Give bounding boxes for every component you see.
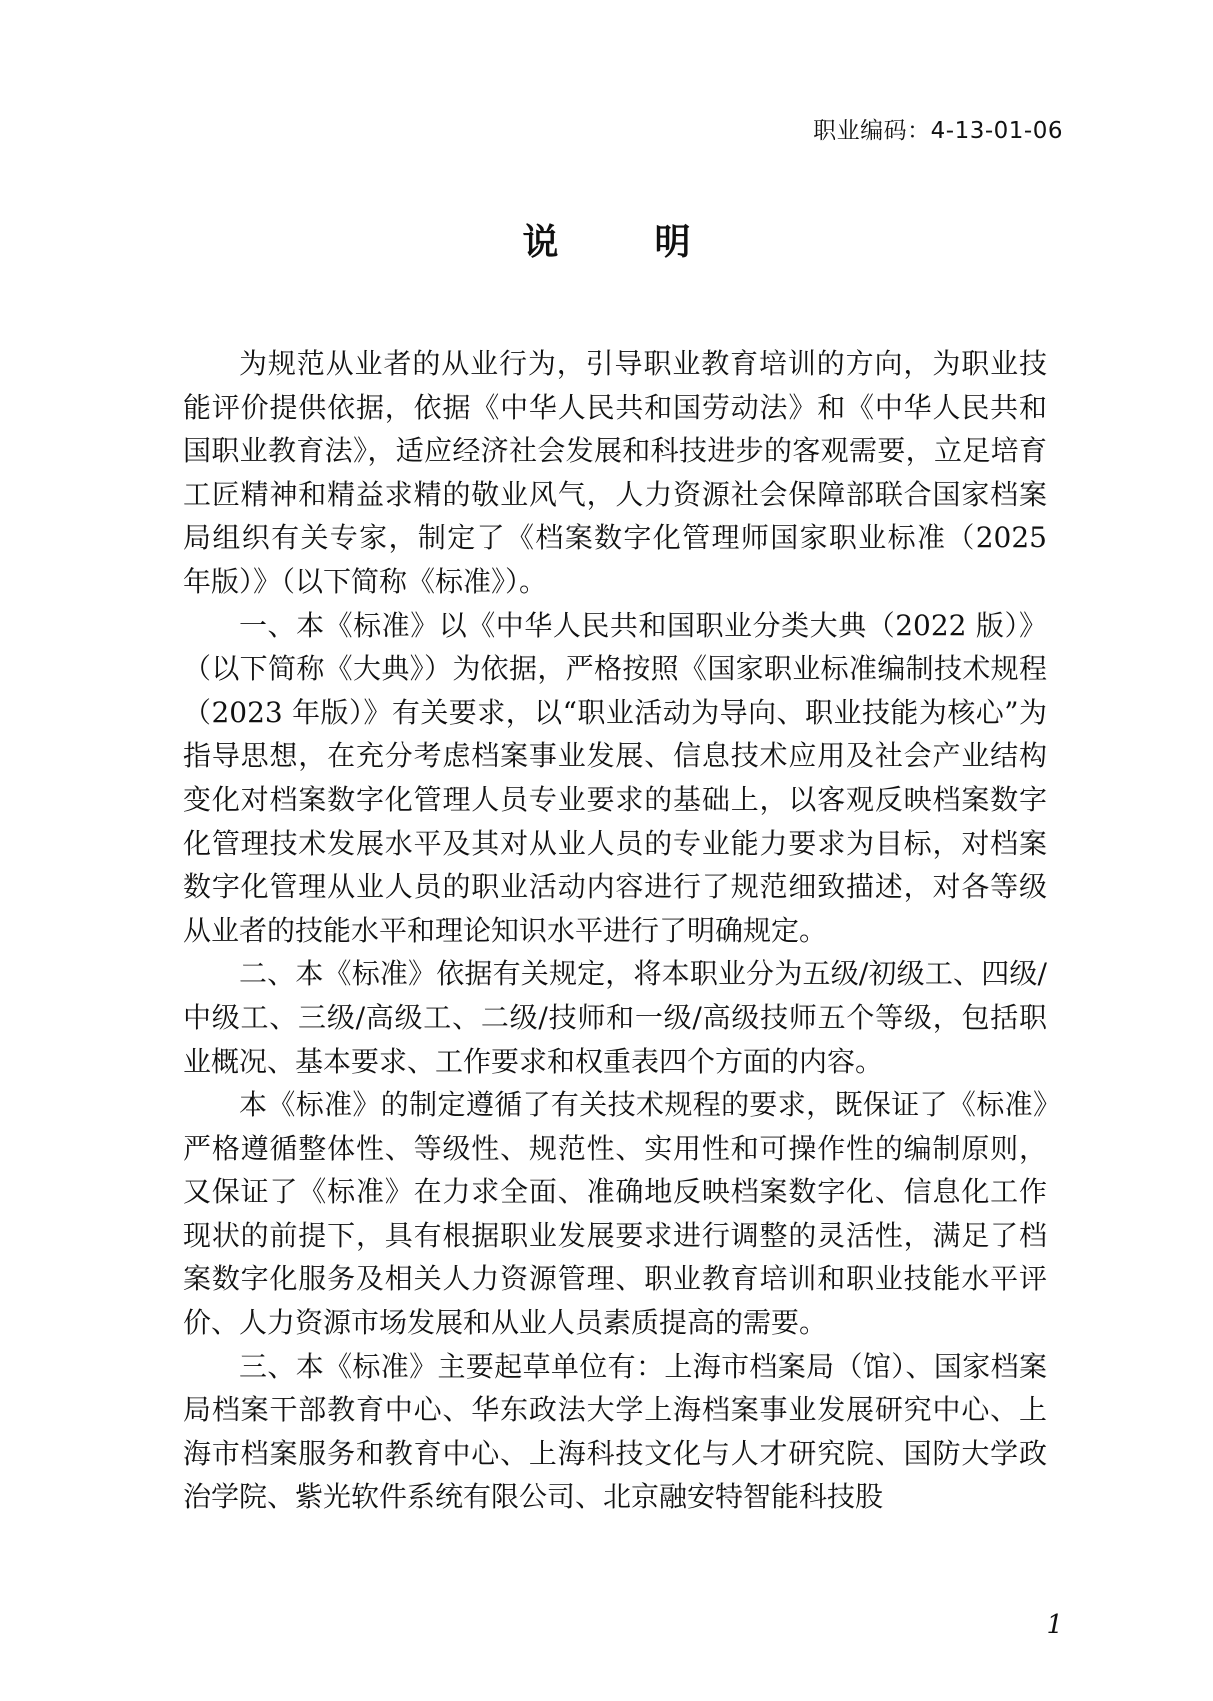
paragraph-section-2-detail: 本《标准》的制定遵循了有关技术规程的要求，既保证了《标准》严格遵循整体性、等级性、规范性、实用性和可操作性的编制原则，又保证了《标准》在力求全面、准确地反映档案数字化、信息化工作现状的前提下，具有根据职业发展要求进行调整的灵活性，满足了档案数字化服务及相关人力资源管理、职业教育培训和职业技能水平评价、人力资源市场发展和从业人员素质提高的需要。: [183, 1088, 1047, 1340]
paragraph-section-1: 一、本《标准》以《中华人民共和国职业分类大典（2022 版）》（以下简称《大典》）为依据，严格按照《国家职业标准编制技术规程（2023 年版）》有关要求，以“职业活动为导向、职业技能为核心”为指导思想，在充分考虑档案事业发展、信息技术应用及社会产业结构变化对档案数字化管理人员专业要求的基础上，以客观反映档案数字化管理技术发展水平及其对从业人员的专业能力要求为目标，对档案数字化管理从业人员的职业活动内容进行了规范细致描述，对各等级从业者的技能水平和理论知识水平进行了明确规定。: [183, 608, 1047, 947]
occupation-code: 职业编码：4-13-01-06: [813, 118, 1063, 144]
paragraph-section-3: 三、本《标准》主要起草单位有：上海市档案局（馆）、国家档案局档案干部教育中心、华东政法大学上海档案事业发展研究中心、上海市档案服务和教育中心、上海科技文化与人才研究院、国防大学政治学院、紫光软件系统有限公司、北京融安特智能科技股: [183, 1349, 1047, 1514]
paragraph-intro: 为规范从业者的从业行为，引导职业教育培训的方向，为职业技能评价提供依据，依据《中华人民共和国劳动法》和《中华人民共和国职业教育法》，适应经济社会发展和科技进步的客观需要，立足培育工匠精神和精益求精的敬业风气，人力资源社会保障部联合国家档案局组织有关专家，制定了《档案数字化管理师国家职业标准（2025 年版）》（以下简称《标准》）。: [183, 347, 1047, 598]
page-title: 说明: [522, 222, 787, 263]
page-number: 1: [1046, 1610, 1063, 1640]
document-body: [183, 342, 1047, 1519]
paragraph-section-2: 二、本《标准》依据有关规定，将本职业分为五级/初级工、四级/中级工、三级/高级工、二级/技师和一级/高级技师五个等级，包括职业概况、基本要求、工作要求和权重表四个方面的内容。: [183, 957, 1047, 1078]
